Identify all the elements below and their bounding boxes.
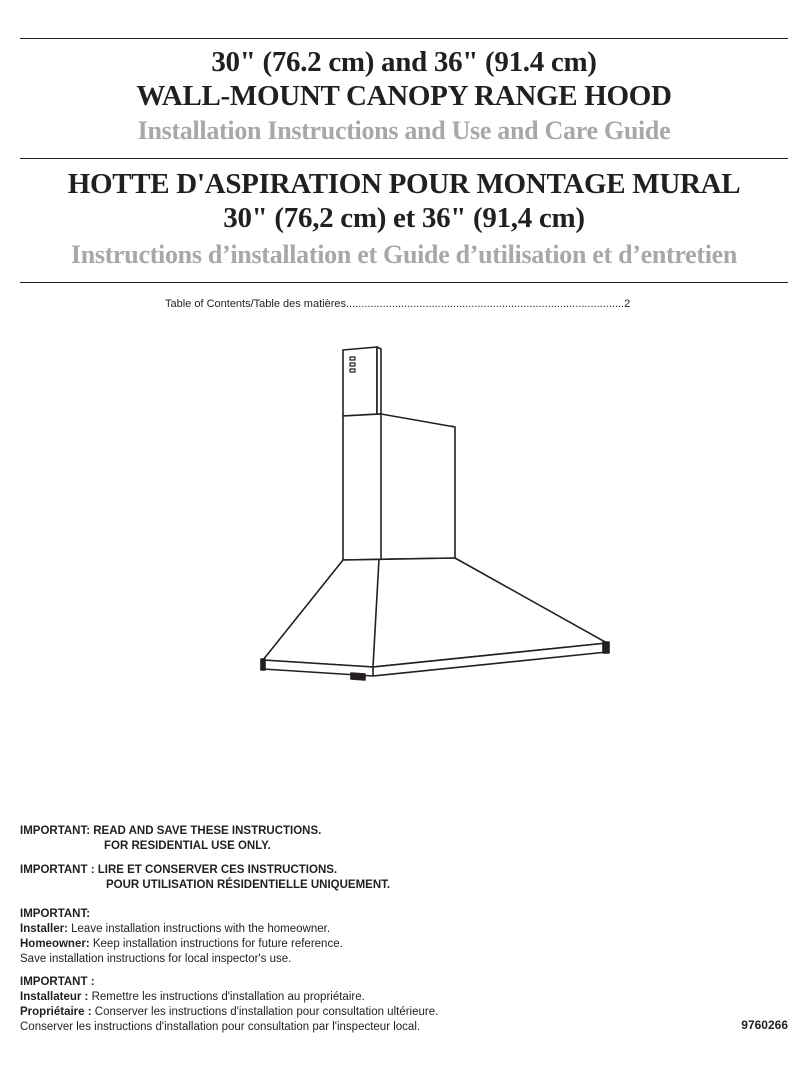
notice-en-inspector: Save installation instructions for local inspector's use. bbox=[20, 953, 292, 965]
english-title-line1: 30" (76.2 cm) and 36" (91.4 cm) bbox=[211, 46, 597, 78]
toc-label: Table of Contents/Table des matières bbox=[165, 298, 346, 310]
middle-rule bbox=[20, 158, 788, 159]
english-subtitle: Installation Instructions and Use and Care Guide bbox=[137, 116, 671, 145]
notice-fr-inspector: Conserver les instructions d'installation pour consultation par l'inspecteur local. bbox=[20, 1021, 421, 1033]
english-title-line2: WALL-MOUNT CANOPY RANGE HOOD bbox=[136, 80, 672, 112]
important-fr-line2: POUR UTILISATION RÉSIDENTIELLE UNIQUEMENT. bbox=[106, 879, 391, 891]
part-number: 9760266 bbox=[741, 1018, 788, 1032]
notice-fr-installer bbox=[20, 990, 365, 1005]
homeowner-label: Homeowner: bbox=[20, 938, 90, 950]
notice-fr-owner bbox=[20, 1005, 438, 1020]
installer-text: Leave installation instructions with the homeowner. bbox=[67, 923, 331, 935]
notice-fr-heading: IMPORTANT : bbox=[20, 976, 95, 988]
toc-leader: ........................................................................................... bbox=[346, 298, 625, 310]
french-title-line2: 30" (76,2 cm) et 36" (91,4 cm) bbox=[223, 202, 585, 234]
notice-en-heading: IMPORTANT: bbox=[20, 908, 91, 920]
proprietaire-label: Propriétaire : bbox=[20, 1006, 92, 1018]
installer-label: Installer: bbox=[20, 923, 68, 935]
important-fr-line1: IMPORTANT : LIRE ET CONSERVER CES INSTRUCTIONS. bbox=[20, 864, 338, 876]
bottom-title-rule bbox=[20, 282, 788, 283]
installateur-text: Remettre les instructions d'installation au propriétaire. bbox=[88, 991, 365, 1003]
french-title-line1: HOTTE D'ASPIRATION POUR MONTAGE MURAL bbox=[67, 168, 741, 200]
homeowner-text: Keep installation instructions for future reference. bbox=[89, 938, 343, 950]
toc-page-number: 2 bbox=[624, 298, 631, 310]
notice-en-homeowner bbox=[20, 937, 343, 952]
notice-en-installer bbox=[20, 922, 330, 937]
top-rule bbox=[20, 38, 788, 39]
important-en-line2: FOR RESIDENTIAL USE ONLY. bbox=[104, 840, 271, 852]
installateur-label: Installateur : bbox=[20, 991, 89, 1003]
french-subtitle: Instructions d’installation et Guide d’utilisation et d’entretien bbox=[70, 240, 738, 269]
range-hood-illustration bbox=[255, 340, 615, 690]
proprietaire-text: Conserver les instructions d'installation pour consultation ultérieure. bbox=[91, 1006, 439, 1018]
important-en-line1: IMPORTANT: READ AND SAVE THESE INSTRUCTIONS. bbox=[20, 825, 322, 837]
table-of-contents-entry[interactable] bbox=[165, 298, 645, 310]
